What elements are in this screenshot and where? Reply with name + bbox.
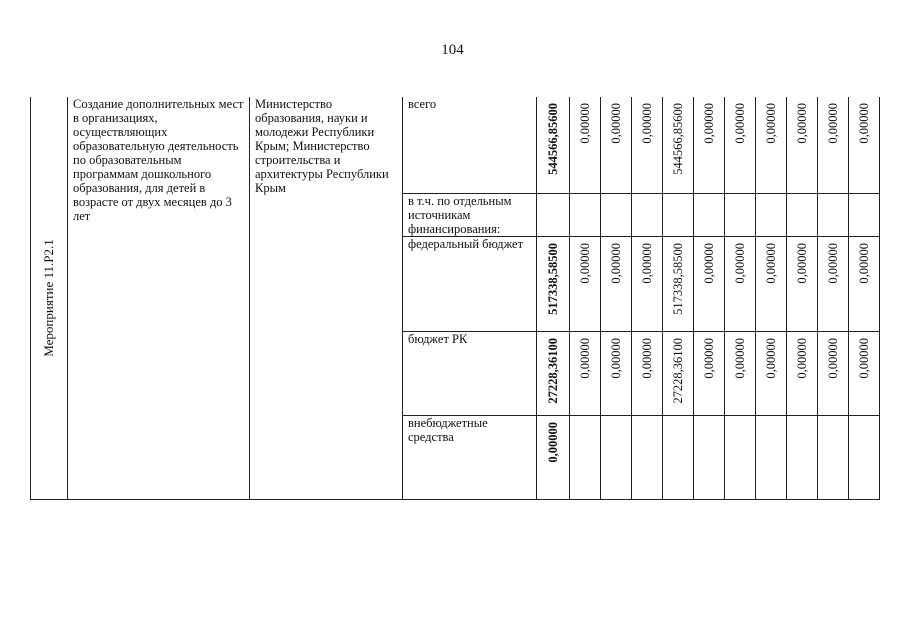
value-text: 0,00000 (733, 242, 747, 284)
executor-cell (250, 97, 403, 499)
funding-source-label: в т.ч. по отдельным источникам финансирования: (408, 193, 512, 236)
value-cell (601, 331, 632, 415)
value-cell (818, 193, 849, 236)
value-cell (663, 236, 694, 331)
value-cell (694, 193, 725, 236)
value-cell (818, 97, 849, 193)
value-text: 0,00000 (578, 337, 592, 379)
page-number: 104 (441, 42, 464, 58)
value-text: 0,00000 (764, 103, 778, 144)
value-cell (818, 331, 849, 415)
value-cell (787, 331, 818, 415)
value-cell (725, 236, 756, 331)
value-cell (632, 331, 663, 415)
value-text: 517338,58500 (546, 242, 560, 315)
value-cell (632, 97, 663, 193)
value-text: 0,00000 (702, 103, 716, 144)
value-text: 27228,36100 (546, 337, 560, 404)
value-cell (632, 193, 663, 236)
value-cell (725, 97, 756, 193)
funding-source-label: всего (408, 97, 437, 111)
value-cell (601, 193, 632, 236)
funding-source-cell (403, 415, 537, 499)
value-cell (537, 415, 570, 499)
description-cell (68, 97, 250, 499)
value-cell (632, 236, 663, 331)
funding-source-cell (403, 236, 537, 331)
value-text: 0,00000 (702, 242, 716, 284)
value-text: 0,00000 (609, 242, 623, 284)
value-text: 0,00000 (609, 337, 623, 379)
value-text: 0,00000 (578, 103, 592, 144)
value-text: 0,00000 (826, 242, 840, 284)
value-text: 0,00000 (546, 421, 560, 463)
value-text: 0,00000 (826, 103, 840, 144)
value-cell (756, 193, 787, 236)
value-text: 0,00000 (857, 242, 871, 284)
funding-source-label: федеральный бюджет (408, 236, 524, 251)
value-cell (787, 415, 818, 499)
value-cell (756, 331, 787, 415)
financing-table (30, 97, 880, 500)
value-cell (537, 331, 570, 415)
value-cell (537, 97, 570, 193)
funding-source-cell (403, 331, 537, 415)
value-cell (537, 236, 570, 331)
value-cell (725, 193, 756, 236)
value-cell (849, 236, 880, 331)
value-text: 0,00000 (764, 242, 778, 284)
value-cell (725, 331, 756, 415)
value-text: 0,00000 (857, 337, 871, 379)
value-text: 0,00000 (795, 242, 809, 284)
value-cell (601, 97, 632, 193)
value-cell (694, 415, 725, 499)
executor-text: Министерство образования, науки и молодежи Республики Крым; Министерство строительства и архитектуры Республики Крым (255, 97, 389, 195)
value-text: 0,00000 (795, 103, 809, 144)
value-text: 0,00000 (609, 103, 623, 144)
value-cell (663, 97, 694, 193)
value-cell (537, 193, 570, 236)
value-cell (694, 331, 725, 415)
funding-source-label: бюджет РК (408, 331, 468, 346)
value-text: 0,00000 (733, 337, 747, 379)
value-cell (570, 331, 601, 415)
value-text: 544566,85600 (671, 103, 685, 175)
value-cell (601, 415, 632, 499)
event-label-cell (31, 97, 68, 499)
value-cell (570, 97, 601, 193)
value-cell (725, 415, 756, 499)
value-text: 27228,36100 (671, 337, 685, 404)
value-text: 0,00000 (795, 337, 809, 379)
value-text: 0,00000 (578, 242, 592, 284)
value-cell (632, 415, 663, 499)
value-cell (663, 331, 694, 415)
value-text: 0,00000 (826, 337, 840, 379)
value-text: 0,00000 (640, 103, 654, 144)
value-cell (601, 236, 632, 331)
value-cell (570, 415, 601, 499)
value-cell (570, 236, 601, 331)
value-cell (849, 331, 880, 415)
value-cell (849, 415, 880, 499)
value-cell (663, 193, 694, 236)
value-cell (787, 97, 818, 193)
value-cell (663, 415, 694, 499)
value-text: 0,00000 (733, 103, 747, 144)
value-text: 517338,58500 (671, 242, 685, 315)
value-cell (756, 236, 787, 331)
value-cell (849, 97, 880, 193)
funding-source-label: внебюджетные средства (408, 415, 488, 444)
value-cell (694, 236, 725, 331)
event-description: Создание дополнительных мест в организациях, осуществляющих образовательную деятельность по образовательным программам дошкольного образования, для детей в возрасте от двух месяцев до 3 лет (73, 97, 244, 223)
value-cell (694, 97, 725, 193)
funding-source-cell (403, 193, 537, 236)
value-text: 544566,85600 (546, 103, 560, 175)
value-cell (849, 193, 880, 236)
value-text: 0,00000 (764, 337, 778, 379)
value-cell (570, 193, 601, 236)
value-cell (818, 236, 849, 331)
value-text: 0,00000 (640, 337, 654, 379)
value-text: 0,00000 (640, 242, 654, 284)
value-text: 0,00000 (702, 337, 716, 379)
value-cell (787, 236, 818, 331)
value-text: 0,00000 (857, 103, 871, 144)
event-label: Мероприятие 11.Р2.1 (41, 239, 56, 357)
table-row (31, 97, 880, 193)
value-cell (818, 415, 849, 499)
value-cell (756, 415, 787, 499)
value-cell (756, 97, 787, 193)
funding-source-cell (403, 97, 537, 193)
value-cell (787, 193, 818, 236)
